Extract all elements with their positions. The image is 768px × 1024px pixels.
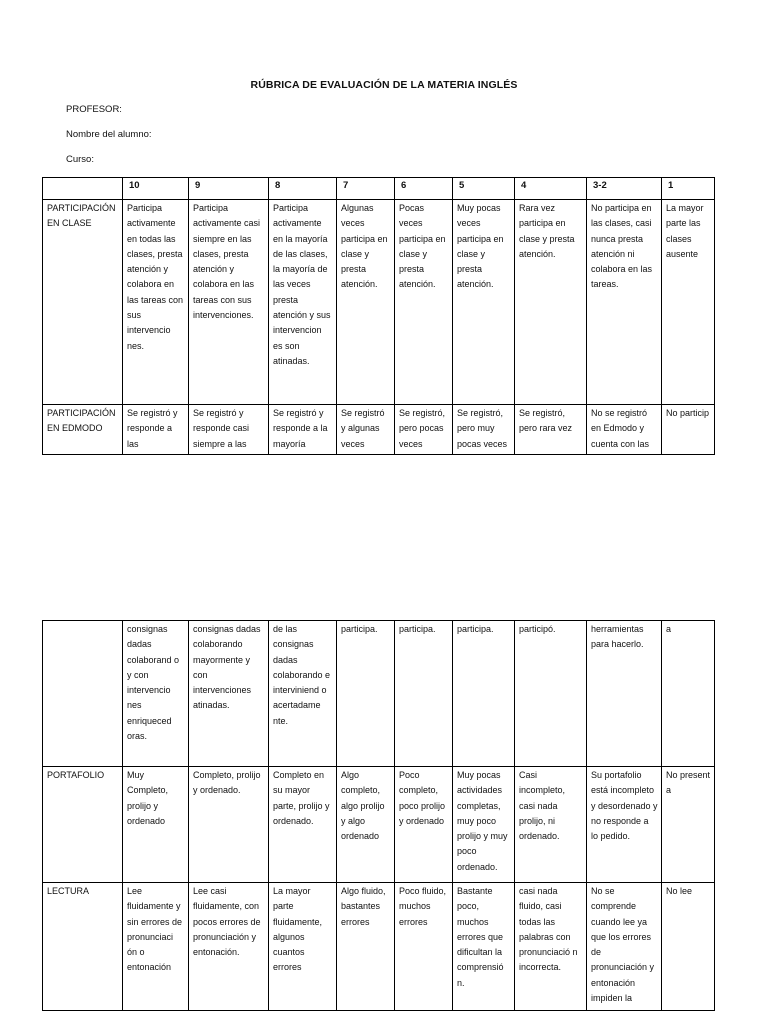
criterion-cell: LECTURA (43, 883, 123, 1011)
rubric-cell: Muy pocas actividades completas, muy poco prolijo y muy poco ordenado. (453, 767, 515, 883)
rubric-cell: No participa en las clases, casi nunca presta atención ni colabora en las tareas. (587, 200, 662, 405)
field-profesor: PROFESOR: (66, 104, 122, 115)
field-nombre-alumno: Nombre del alumno: (66, 129, 152, 140)
header-score-8: 8 (269, 178, 337, 200)
rubric-cell: casi nada fluido, casi todas las palabras con pronunciació n incorrecta. (515, 883, 587, 1011)
header-score-9: 9 (189, 178, 269, 200)
row-lectura (43, 883, 715, 1011)
row-participacion-clase (43, 200, 715, 405)
row-participacion-edmodo (43, 405, 715, 455)
rubric-cell: No present a (662, 767, 715, 883)
header-score-7: 7 (337, 178, 395, 200)
row-portafolio (43, 767, 715, 883)
rubric-cell: Poco fluido, muchos errores (395, 883, 453, 1011)
rubric-cell: Pocas veces participa en clase y presta atención. (395, 200, 453, 405)
rubric-cell: participa. (337, 621, 395, 767)
rubric-cell: Se registró y responde a las (123, 405, 189, 455)
rubric-table-part-1 (42, 177, 715, 455)
rubric-cell: Bastante poco, muchos errores que dificultan la comprensió n. (453, 883, 515, 1011)
header-score-5: 5 (453, 178, 515, 200)
header-score-6: 6 (395, 178, 453, 200)
rubric-cell: herramientas para hacerlo. (587, 621, 662, 767)
rubric-table-part-2 (42, 620, 715, 1011)
rubric-cell: No lee (662, 883, 715, 1011)
header-score-1: 1 (662, 178, 715, 200)
header-score-3-2: 3-2 (587, 178, 662, 200)
rubric-cell: Algo completo, algo prolijo y algo ordenado (337, 767, 395, 883)
row-participacion-edmodo-continued (43, 621, 715, 767)
score-header-row (43, 178, 715, 200)
rubric-cell: Casi incompleto, casi nada prolijo, ni ordenado. (515, 767, 587, 883)
rubric-cell: Muy pocas veces participa en clase y presta atención. (453, 200, 515, 405)
criterion-cell: PARTICIPACIÓN EN CLASE (43, 200, 123, 405)
rubric-cell: Algunas veces participa en clase y presta atención. (337, 200, 395, 405)
rubric-cell: Lee fluidamente y sin errores de pronunciaci ón o entonación (123, 883, 189, 1011)
rubric-cell: participa. (453, 621, 515, 767)
criterion-cell: PARTICIPACIÓN EN EDMODO (43, 405, 123, 455)
rubric-cell: participa. (395, 621, 453, 767)
rubric-cell: de las consignas dadas colaborando e interviniend o acertadame nte. (269, 621, 337, 767)
header-score-10: 10 (123, 178, 189, 200)
rubric-cell: consignas dadas colaborando mayormente y con intervenciones atinadas. (189, 621, 269, 767)
rubric-cell: Rara vez participa en clase y presta atención. (515, 200, 587, 405)
rubric-cell: Se registró y responde casi siempre a las (189, 405, 269, 455)
rubric-cell: Participa activamente casi siempre en las clases, presta atención y colabora en las tareas con sus intervenciones. (189, 200, 269, 405)
rubric-cell: Se registró, pero pocas veces (395, 405, 453, 455)
rubric-cell: No se registró en Edmodo y cuenta con las (587, 405, 662, 455)
rubric-cell: No se comprende cuando lee ya que los errores de pronunciación y entonación impiden la (587, 883, 662, 1011)
rubric-cell: Completo en su mayor parte, prolijo y ordenado. (269, 767, 337, 883)
rubric-cell: La mayor parte fluidamente, algunos cuantos errores (269, 883, 337, 1011)
rubric-cell: Su portafolio está incompleto y desordenado y no responde a lo pedido. (587, 767, 662, 883)
rubric-cell: Se registró, pero muy pocas veces (453, 405, 515, 455)
rubric-cell: No particip (662, 405, 715, 455)
rubric-cell: Se registró, pero rara vez (515, 405, 587, 455)
rubric-cell: Participa activamente en la mayoría de las clases, la mayoría de las veces presta atención y sus intervencion es son atinadas. (269, 200, 337, 405)
rubric-cell: Participa activamente en todas las clases, presta atención y colabora en las tareas con sus intervencio nes. (123, 200, 189, 405)
rubric-cell: Completo, prolijo y ordenado. (189, 767, 269, 883)
header-empty (43, 178, 123, 200)
rubric-cell: Algo fluido, bastantes errores (337, 883, 395, 1011)
rubric-cell: Muy Completo, prolijo y ordenado (123, 767, 189, 883)
rubric-cell: consignas dadas colaborand o y con intervencio nes enriqueced oras. (123, 621, 189, 767)
rubric-cell: Lee casi fluidamente, con pocos errores de pronunciación y entonación. (189, 883, 269, 1011)
criterion-cell (43, 621, 123, 767)
rubric-cell: Se registró y responde a la mayoría (269, 405, 337, 455)
field-curso: Curso: (66, 154, 94, 165)
rubric-cell: La mayor parte las clases ausente (662, 200, 715, 405)
rubric-cell: Se registró y algunas veces (337, 405, 395, 455)
rubric-cell: a (662, 621, 715, 767)
rubric-cell: participó. (515, 621, 587, 767)
criterion-cell: PORTAFOLIO (43, 767, 123, 883)
rubric-cell: Poco completo, poco prolijo y ordenado (395, 767, 453, 883)
document-title: RÚBRICA DE EVALUACIÓN DE LA MATERIA INGLÉS (250, 79, 518, 91)
header-score-4: 4 (515, 178, 587, 200)
